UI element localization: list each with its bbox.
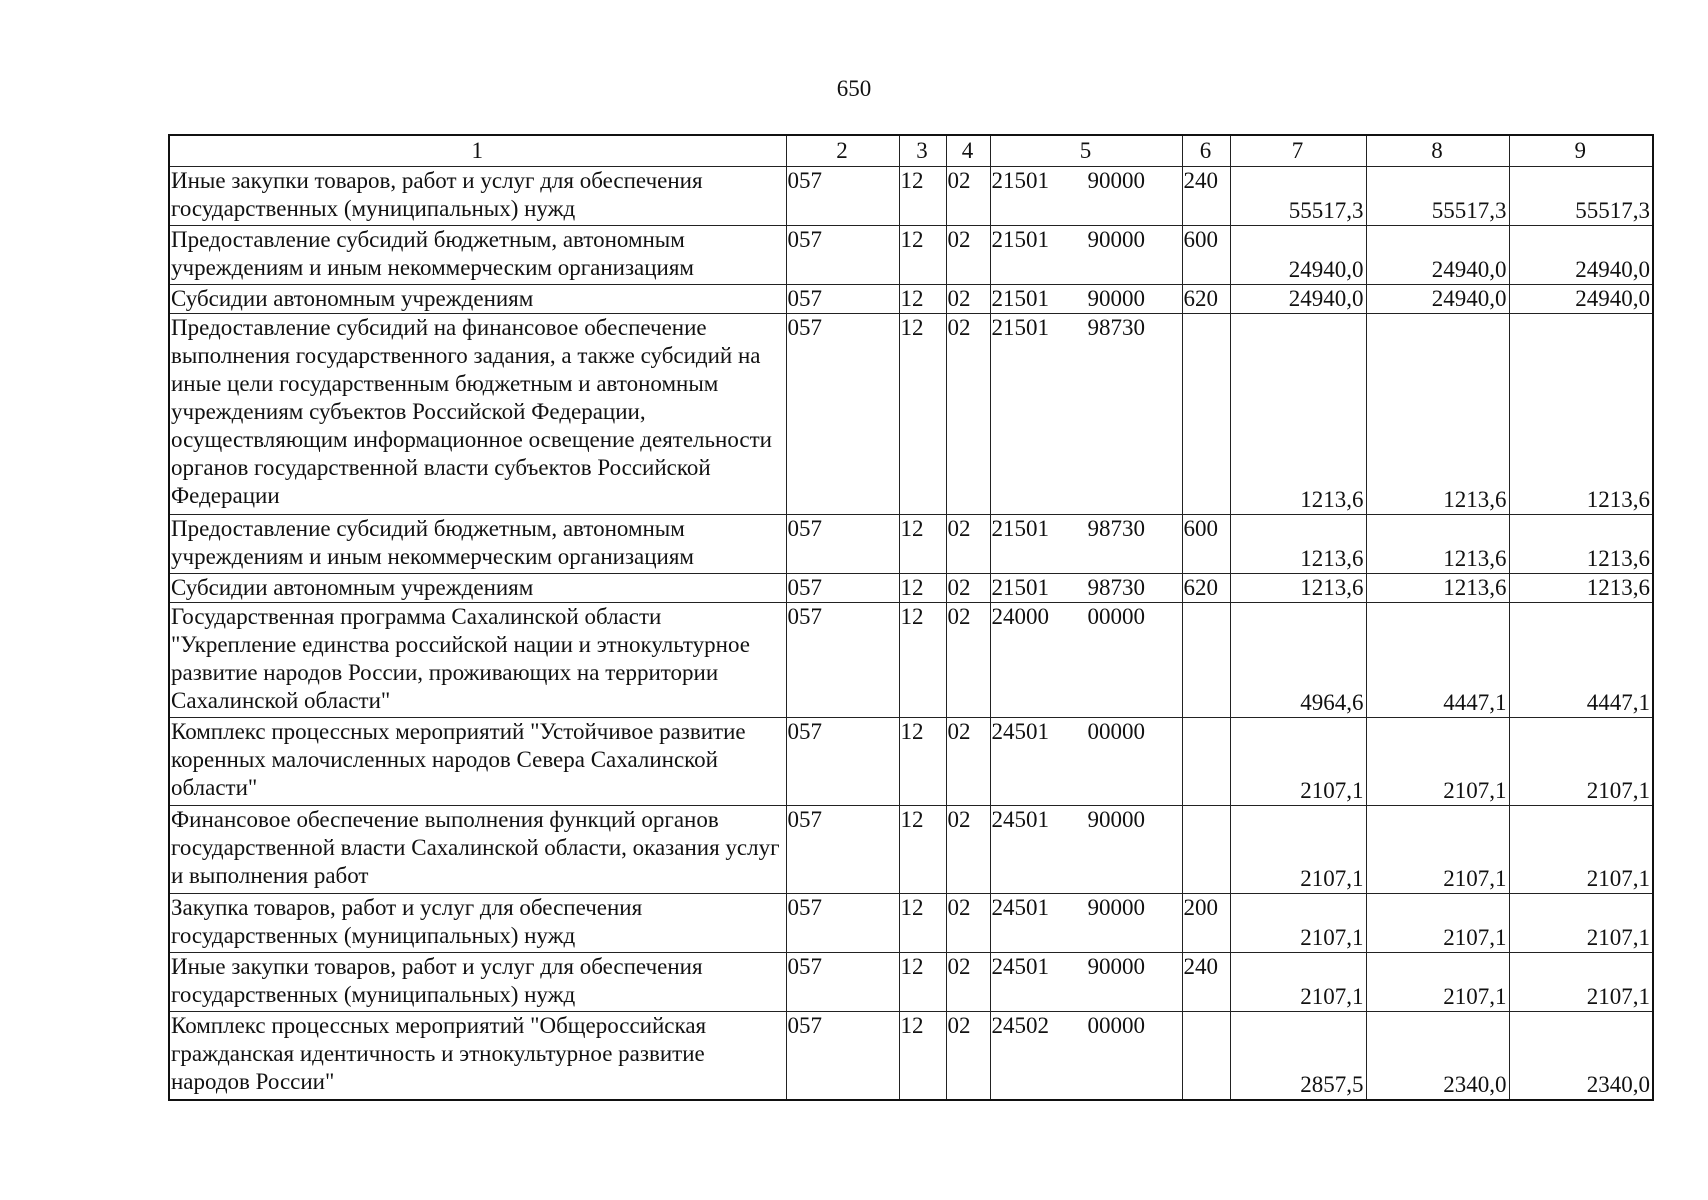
target-article-cell <box>990 574 1182 603</box>
target-article-cell <box>990 167 1182 226</box>
subsection-code-cell: 02 <box>946 806 990 894</box>
target-article-cell <box>990 515 1182 574</box>
target-article-program-code: 24501 <box>991 895 1049 920</box>
row-name-cell: Комплекс процессных мероприятий "Общероссийская гражданская идентичность и этнокультурное развитие народов России" <box>169 1012 786 1101</box>
target-article-program-code: 21501 <box>991 286 1049 311</box>
section-code-cell: 12 <box>899 167 946 226</box>
table-row <box>169 314 1653 515</box>
target-article-cell <box>990 894 1182 953</box>
section-code-cell: 12 <box>899 603 946 718</box>
target-article-direction-code: 00000 <box>1087 604 1145 629</box>
amount-col7-cell: 1213,6 <box>1230 574 1366 603</box>
expense-type-cell <box>1182 314 1230 515</box>
target-article-program-code: 21501 <box>991 168 1049 193</box>
target-article-direction-code: 00000 <box>1087 1013 1145 1038</box>
table-row <box>169 894 1653 953</box>
ministry-code-cell: 057 <box>786 953 899 1012</box>
table-row <box>169 167 1653 226</box>
row-name-cell: Предоставление субсидий бюджетным, автономным учреждениям и иным некоммерческим организациям <box>169 515 786 574</box>
expense-type-cell <box>1182 718 1230 806</box>
subsection-code-cell: 02 <box>946 603 990 718</box>
table-row <box>169 953 1653 1012</box>
row-name-cell: Иные закупки товаров, работ и услуг для обеспечения государственных (муниципальных) нужд <box>169 167 786 226</box>
amount-col8-cell: 2107,1 <box>1366 806 1509 894</box>
amount-col7-cell: 1213,6 <box>1230 515 1366 574</box>
target-article-program-code: 24501 <box>991 954 1049 979</box>
amount-col7-cell: 24940,0 <box>1230 285 1366 314</box>
amount-col7-cell: 2857,5 <box>1230 1012 1366 1101</box>
target-article-program-code: 24501 <box>991 719 1049 744</box>
ministry-code-cell: 057 <box>786 1012 899 1101</box>
target-article-program-code: 21501 <box>991 227 1049 252</box>
amount-col7-cell: 2107,1 <box>1230 718 1366 806</box>
expense-type-cell: 200 <box>1182 894 1230 953</box>
expense-type-cell <box>1182 806 1230 894</box>
ministry-code-cell: 057 <box>786 574 899 603</box>
ministry-code-cell: 057 <box>786 718 899 806</box>
target-article-program-code: 21501 <box>991 575 1049 600</box>
table-row <box>169 574 1653 603</box>
target-article-cell <box>990 718 1182 806</box>
target-article-cell <box>990 285 1182 314</box>
target-article-direction-code: 00000 <box>1087 719 1145 744</box>
expense-type-cell <box>1182 1012 1230 1101</box>
row-name-cell: Предоставление субсидий на финансовое обеспечение выполнения государственного задания, а также субсидий на иные цели государственным бюджетным и автономным учреждениям субъектов Российской Федерации, осуществляющим информационное освещение деятельности органов государственной власти субъектов Российской Федерации <box>169 314 786 515</box>
amount-col8-cell: 1213,6 <box>1366 515 1509 574</box>
column-header-5: 5 <box>990 135 1182 167</box>
target-article-direction-code: 90000 <box>1087 895 1145 920</box>
amount-col8-cell: 55517,3 <box>1366 167 1509 226</box>
section-code-cell: 12 <box>899 285 946 314</box>
expense-type-cell: 600 <box>1182 226 1230 285</box>
amount-col7-cell: 4964,6 <box>1230 603 1366 718</box>
subsection-code-cell: 02 <box>946 515 990 574</box>
target-article-program-code: 21501 <box>991 315 1049 340</box>
section-code-cell: 12 <box>899 314 946 515</box>
target-article-cell <box>990 226 1182 285</box>
amount-col8-cell: 2107,1 <box>1366 718 1509 806</box>
ministry-code-cell: 057 <box>786 285 899 314</box>
table-row <box>169 806 1653 894</box>
amount-col7-cell: 55517,3 <box>1230 167 1366 226</box>
target-article-cell <box>990 603 1182 718</box>
amount-col9-cell: 24940,0 <box>1509 226 1653 285</box>
subsection-code-cell: 02 <box>946 1012 990 1101</box>
section-code-cell: 12 <box>899 226 946 285</box>
section-code-cell: 12 <box>899 894 946 953</box>
column-header-4: 4 <box>946 135 990 167</box>
target-article-program-code: 21501 <box>991 516 1049 541</box>
amount-col9-cell: 55517,3 <box>1509 167 1653 226</box>
target-article-program-code: 24501 <box>991 807 1049 832</box>
amount-col7-cell: 2107,1 <box>1230 953 1366 1012</box>
subsection-code-cell: 02 <box>946 894 990 953</box>
table-row <box>169 718 1653 806</box>
amount-col9-cell: 2107,1 <box>1509 718 1653 806</box>
column-header-7: 7 <box>1230 135 1366 167</box>
ministry-code-cell: 057 <box>786 314 899 515</box>
subsection-code-cell: 02 <box>946 953 990 1012</box>
column-header-2: 2 <box>786 135 899 167</box>
amount-col7-cell: 24940,0 <box>1230 226 1366 285</box>
amount-col9-cell: 24940,0 <box>1509 285 1653 314</box>
amount-col8-cell: 2340,0 <box>1366 1012 1509 1101</box>
amount-col9-cell: 2107,1 <box>1509 953 1653 1012</box>
target-article-direction-code: 90000 <box>1087 286 1145 311</box>
table-row <box>169 1012 1653 1101</box>
table-row <box>169 285 1653 314</box>
amount-col9-cell: 1213,6 <box>1509 574 1653 603</box>
row-name-cell: Государственная программа Сахалинской области "Укрепление единства российской нации и этнокультурное развитие народов России, проживающих на территории Сахалинской области" <box>169 603 786 718</box>
column-header-9: 9 <box>1509 135 1653 167</box>
expense-type-cell: 620 <box>1182 285 1230 314</box>
column-header-8: 8 <box>1366 135 1509 167</box>
amount-col8-cell: 4447,1 <box>1366 603 1509 718</box>
table-row <box>169 226 1653 285</box>
ministry-code-cell: 057 <box>786 894 899 953</box>
expense-type-cell: 240 <box>1182 953 1230 1012</box>
amount-col9-cell: 4447,1 <box>1509 603 1653 718</box>
target-article-direction-code: 90000 <box>1087 807 1145 832</box>
amount-col7-cell: 2107,1 <box>1230 806 1366 894</box>
amount-col9-cell: 1213,6 <box>1509 515 1653 574</box>
header-row <box>169 135 1653 167</box>
ministry-code-cell: 057 <box>786 515 899 574</box>
section-code-cell: 12 <box>899 718 946 806</box>
target-article-direction-code: 90000 <box>1087 954 1145 979</box>
page-number: 650 <box>836 76 872 101</box>
target-article-cell <box>990 953 1182 1012</box>
row-name-cell: Иные закупки товаров, работ и услуг для обеспечения государственных (муниципальных) нужд <box>169 953 786 1012</box>
subsection-code-cell: 02 <box>946 285 990 314</box>
amount-col8-cell: 1213,6 <box>1366 574 1509 603</box>
table-row <box>169 603 1653 718</box>
expense-type-cell: 600 <box>1182 515 1230 574</box>
target-article-direction-code: 90000 <box>1087 227 1145 252</box>
target-article-cell <box>990 806 1182 894</box>
target-article-cell <box>990 1012 1182 1101</box>
section-code-cell: 12 <box>899 806 946 894</box>
row-name-cell: Предоставление субсидий бюджетным, автономным учреждениям и иным некоммерческим организациям <box>169 226 786 285</box>
budget-table <box>168 134 1654 1101</box>
section-code-cell: 12 <box>899 953 946 1012</box>
target-article-program-code: 24000 <box>991 604 1049 629</box>
amount-col9-cell: 1213,6 <box>1509 314 1653 515</box>
target-article-cell <box>990 314 1182 515</box>
row-name-cell: Субсидии автономным учреждениям <box>169 574 786 603</box>
expense-type-cell: 240 <box>1182 167 1230 226</box>
target-article-direction-code: 98730 <box>1087 315 1145 340</box>
section-code-cell: 12 <box>899 515 946 574</box>
section-code-cell: 12 <box>899 574 946 603</box>
amount-col7-cell: 2107,1 <box>1230 894 1366 953</box>
amount-col7-cell: 1213,6 <box>1230 314 1366 515</box>
row-name-cell: Комплекс процессных мероприятий "Устойчивое развитие коренных малочисленных народов Севера Сахалинской области" <box>169 718 786 806</box>
subsection-code-cell: 02 <box>946 226 990 285</box>
ministry-code-cell: 057 <box>786 167 899 226</box>
subsection-code-cell: 02 <box>946 167 990 226</box>
target-article-direction-code: 98730 <box>1087 575 1145 600</box>
amount-col8-cell: 24940,0 <box>1366 285 1509 314</box>
subsection-code-cell: 02 <box>946 314 990 515</box>
row-name-cell: Субсидии автономным учреждениям <box>169 285 786 314</box>
target-article-program-code: 24502 <box>991 1013 1049 1038</box>
amount-col9-cell: 2107,1 <box>1509 894 1653 953</box>
row-name-cell: Закупка товаров, работ и услуг для обеспечения государственных (муниципальных) нужд <box>169 894 786 953</box>
subsection-code-cell: 02 <box>946 574 990 603</box>
amount-col8-cell: 1213,6 <box>1366 314 1509 515</box>
target-article-direction-code: 90000 <box>1087 168 1145 193</box>
amount-col8-cell: 24940,0 <box>1366 226 1509 285</box>
column-header-3: 3 <box>899 135 946 167</box>
expense-type-cell: 620 <box>1182 574 1230 603</box>
target-article-direction-code: 98730 <box>1087 516 1145 541</box>
section-code-cell: 12 <box>899 1012 946 1101</box>
row-name-cell: Финансовое обеспечение выполнения функций органов государственной власти Сахалинской области, оказания услуг и выполнения работ <box>169 806 786 894</box>
subsection-code-cell: 02 <box>946 718 990 806</box>
table-row <box>169 515 1653 574</box>
amount-col9-cell: 2107,1 <box>1509 806 1653 894</box>
ministry-code-cell: 057 <box>786 603 899 718</box>
column-header-1: 1 <box>169 135 786 167</box>
ministry-code-cell: 057 <box>786 226 899 285</box>
ministry-code-cell: 057 <box>786 806 899 894</box>
amount-col8-cell: 2107,1 <box>1366 953 1509 1012</box>
column-header-6: 6 <box>1182 135 1230 167</box>
amount-col8-cell: 2107,1 <box>1366 894 1509 953</box>
expense-type-cell <box>1182 603 1230 718</box>
amount-col9-cell: 2340,0 <box>1509 1012 1653 1101</box>
